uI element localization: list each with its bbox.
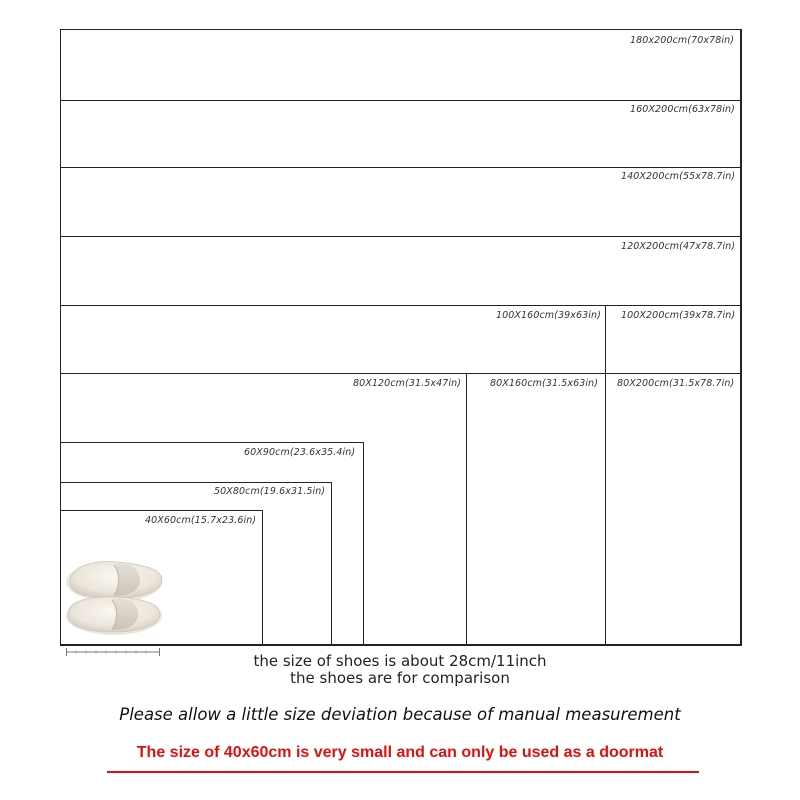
measurement-note: Please allow a little size deviation because of manual measurement xyxy=(119,705,681,724)
size-label-140x200: 140X200cm(55x78.7in) xyxy=(621,171,736,182)
shoe-comparison-caption: the shoes are for comparison xyxy=(290,669,510,687)
slippers-illustration xyxy=(64,556,164,636)
size-label-80x120: 80X120cm(31.5x47in) xyxy=(353,378,462,389)
size-label-60x90: 60X90cm(23.6x35.4in) xyxy=(244,447,356,458)
size-label-100x160: 100X160cm(39x63in) xyxy=(496,310,601,321)
size-label-40x60: 40X60cm(15.7x23.6in) xyxy=(145,515,257,526)
size-label-160x200: 160X200cm(63x78in) xyxy=(630,104,735,115)
slipper-top xyxy=(66,562,162,602)
shoe-size-caption: the size of shoes is about 28cm/11inch xyxy=(253,652,547,670)
slipper-bottom xyxy=(66,597,162,635)
size-label-80x160: 80X160cm(31.5x63in) xyxy=(490,378,599,389)
size-label-50x80: 50X80cm(19.6x31.5in) xyxy=(214,486,326,497)
size-label-80x200: 80X200cm(31.5x78.7in) xyxy=(617,378,735,389)
rug-outline-80x200 xyxy=(605,373,742,646)
warning-underline xyxy=(107,771,699,773)
size-label-100x200: 100X200cm(39x78.7in) xyxy=(621,310,736,321)
rug-outline-80x160 xyxy=(466,373,606,646)
size-label-120x200: 120X200cm(47x78.7in) xyxy=(621,241,736,252)
size-label-180x200: 180x200cm(70x78in) xyxy=(630,35,735,46)
doormat-warning: The size of 40x60cm is very small and can only be used as a doormat xyxy=(136,744,664,761)
